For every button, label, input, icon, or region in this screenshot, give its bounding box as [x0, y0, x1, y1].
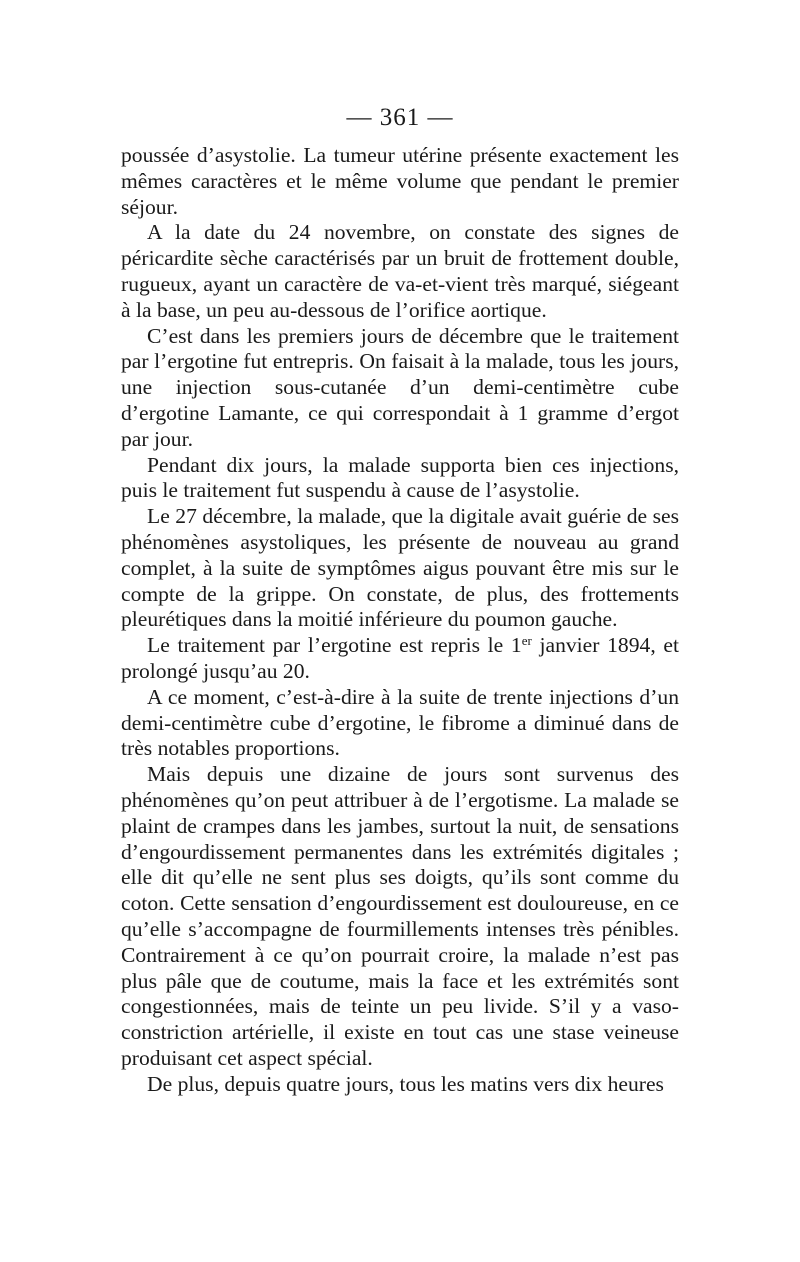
ordinal-superscript: er [521, 633, 532, 649]
paragraph: Pendant dix jours, la malade supporta bien ces injections, puis le traitement fut suspendu à cause de l’asystolie. [121, 452, 679, 503]
paragraph: A ce moment, c’est-à-dire à la suite de trente injections d’un demi-centimètre cube d’ergotine, le fibrome a diminué dans de très notables proportions. [121, 684, 679, 761]
body-text [121, 143, 679, 1097]
paragraph [121, 633, 679, 685]
paragraph: Le 27 décembre, la malade, que la digitale avait guérie de ses phénomènes asystoliques, les présente de nouveau au grand complet, à la suite de symptômes aigus pouvant être mis sur le compte de la grippe. On constate, de plus, des frottements pleurétiques dans la moitié inférieure du poumon gauche. [121, 504, 679, 632]
paragraph-continuation: poussée d’asystolie. La tumeur utérine présente exactement les mêmes caractères et le même volume que pendant le premier séjour. [121, 143, 679, 219]
paragraph: De plus, depuis quatre jours, tous les matins vers dix heures [147, 1071, 664, 1096]
text-run: Le traitement par l’ergotine est repris le 1 [147, 633, 522, 658]
paragraph: A la date du 24 novembre, on constate des signes de péricardite sèche caractérisés par un bruit de frottement double, rugueux, ayant un caractère de va-et-vient très marqué, siégeant à la base, un peu au-dessous de l’orifice aortique. [121, 220, 679, 322]
paragraph: Mais depuis une dizaine de jours sont survenus des phénomènes qu’on peut attribuer à de l’ergotisme. La malade se plaint de crampes dans les jambes, surtout la nuit, de sensations d’engourdissement permanentes dans les extrémités digitales ; elle dit qu’elle ne sent plus ses doigts, qu’ils sont comme du coton. Cette sensation d’engourdissement est douloureuse, en ce qu’elle s’accompagne de fourmillements intenses très pénibles. Contrairement à ce qu’on pourrait croire, la malade n’est pas plus pâle que de coutume, mais la face et les extrémités sont congestionnées, mais de teinte un peu livide. S’il y a vaso-constriction artérielle, il existe en tout cas une stase veineuse produisant cet aspect spécial. [121, 762, 679, 1070]
paragraph: C’est dans les premiers jours de décembre que le traitement par l’ergotine fut entrepris. On faisait à la malade, tous les jours, une injection sous-cutanée d’un demi-centimètre cube d’ergotine Lamante, ce qui correspondait à 1 gramme d’ergot par jour. [121, 323, 679, 451]
text-run: janvier 1894, et prolongé jusqu’au 20. [121, 633, 679, 683]
page-number: — 361 — [346, 104, 454, 131]
